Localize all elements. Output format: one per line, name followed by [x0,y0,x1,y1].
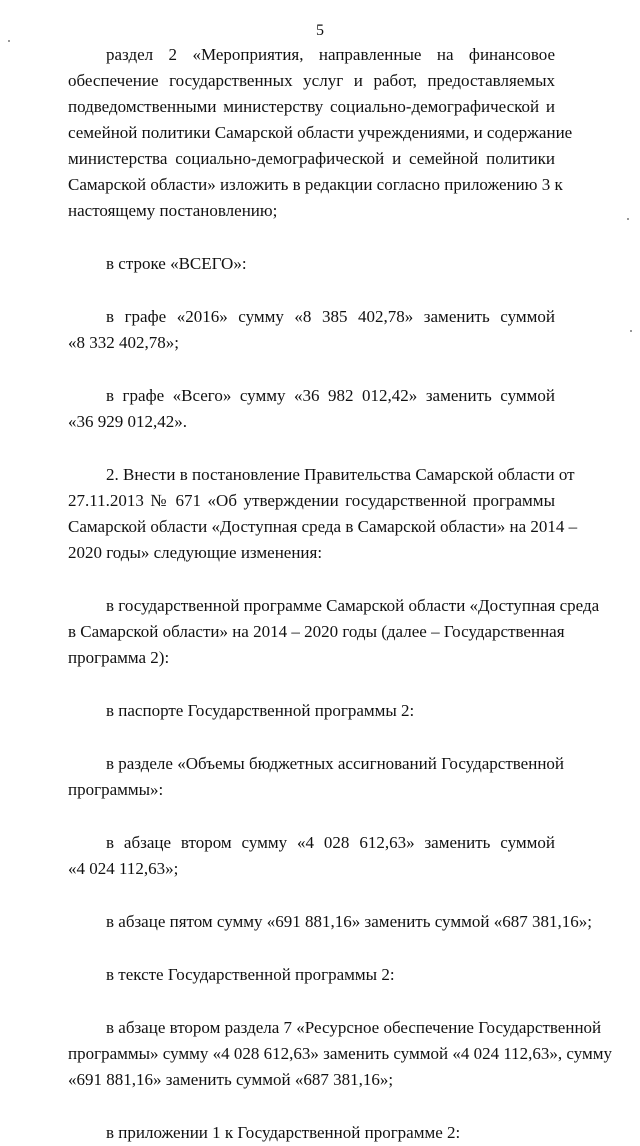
text-line: в абзаце пятом сумму «691 881,16» заменить суммой «687 381,16»; [106,912,592,931]
scan-speck [627,218,629,220]
text-line: в абзаце втором сумму «4 028 612,63» заменить суммой [106,833,555,852]
text-line: семейной политики Самарской области учреждениями, и содержание [68,123,573,142]
paragraph-program-text [68,962,555,988]
text-line: в тексте Государственной программы 2: [106,965,395,984]
paragraph-section-2-replacement [68,42,573,224]
text-line: в графе «2016» сумму «8 385 402,78» заменить суммой [106,307,555,326]
text-line: 2020 годы» следующие изменения: [68,543,323,562]
text-line: «8 332 402,78»; [68,333,179,352]
text-line: обеспечение государственных услуг и работ, предоставляемых [68,71,555,90]
scan-speck [630,330,632,332]
paragraph-fifth-abzac [68,909,592,935]
paragraph-passport [68,698,555,724]
scan-speck [8,40,10,42]
paragraph-column-2016 [68,304,555,356]
paragraph-state-program [68,593,600,671]
text-line: в абзаце втором раздела 7 «Ресурсное обеспечение Государственной [106,1018,602,1037]
text-line: в паспорте Государственной программы 2: [106,701,415,720]
paragraph-item-2 [68,462,578,566]
text-line: подведомственными министерству социально-демографической и [68,97,555,116]
text-line: в Самарской области» на 2014 – 2020 годы (далее – Государственная [68,622,565,641]
text-line: 2. Внести в постановление Правительства Самарской области от [106,465,575,484]
text-line: 27.11.2013 № 671 «Об утверждении государственной программы [68,491,555,510]
text-line: в строке «ВСЕГО»: [106,254,247,273]
text-line: министерства социально-демографической и семейной политики [68,149,555,168]
text-line: «691 881,16» заменить суммой «687 381,16»; [68,1070,394,1089]
paragraph-section-7 [68,1015,613,1093]
text-line: Самарской области» изложить в редакции согласно приложению 3 к [68,175,563,194]
text-line: в разделе «Объемы бюджетных ассигнований Государственной [106,754,565,773]
text-line: настоящему постановлению; [68,201,278,220]
text-line: программы»: [68,780,164,799]
paragraph-second-abzac [68,830,555,882]
paragraph-total-row [68,251,555,277]
text-line: в государственной программе Самарской области «Доступная среда [106,596,600,615]
text-line: в приложении 1 к Государственной программе 2: [106,1123,461,1142]
text-line: Самарской области «Доступная среда в Самарской области» на 2014 – [68,517,578,536]
text-line: «4 024 112,63»; [68,859,179,878]
document-body [68,42,613,1146]
text-line: «36 929 012,42». [68,412,187,431]
paragraph-appendix-1 [68,1120,555,1146]
paragraph-column-total [68,383,555,435]
text-line: программы» сумму «4 028 612,63» заменить суммой «4 024 112,63», сумму [68,1044,613,1063]
text-line: раздел 2 «Мероприятия, направленные на финансовое [106,45,555,64]
page-number: 5 [316,22,324,39]
text-line: программа 2): [68,648,170,667]
paragraph-budget-section [68,751,565,803]
text-line: в графе «Всего» сумму «36 982 012,42» заменить суммой [106,386,555,405]
